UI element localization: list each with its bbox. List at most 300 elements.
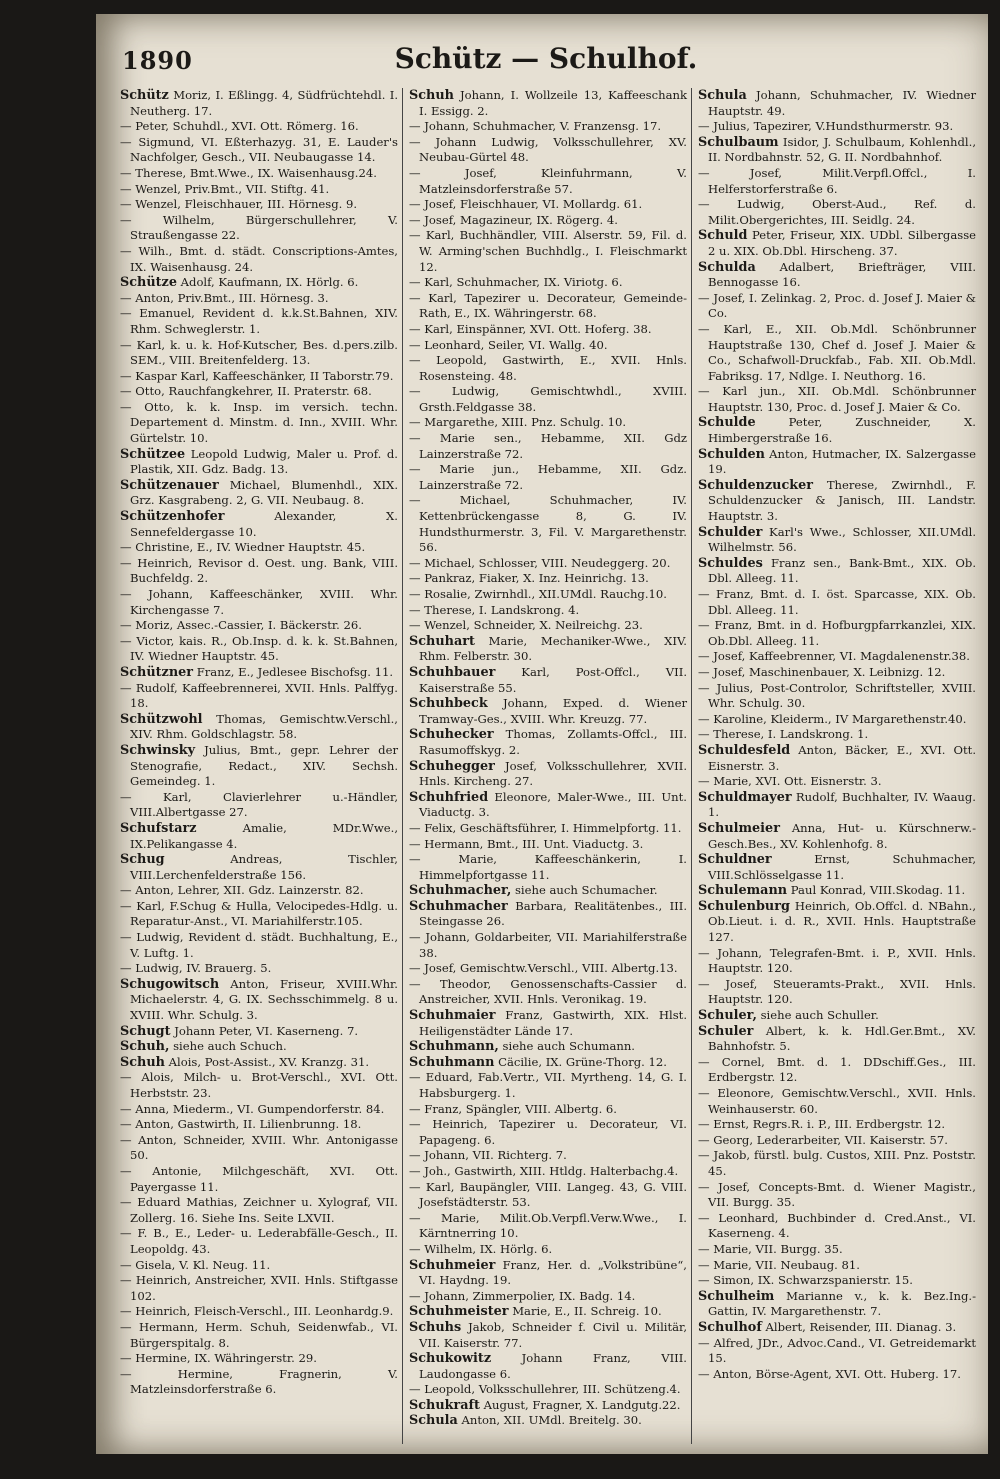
directory-entry bbox=[696, 1086, 976, 1117]
entry-surname: Schuhbeck bbox=[409, 696, 488, 712]
directory-entry bbox=[696, 883, 976, 899]
entry-text: — Ernst, Regrs.R. i. P., III. Erdbergstr. 12. bbox=[698, 1117, 946, 1132]
entry-surname: Schützenauer bbox=[120, 477, 219, 493]
entry-text: Peter, Zuschneider, X. Himbergerstraße 16. bbox=[708, 415, 976, 446]
entry-text: — Hermine, IX. Währingerstr. 29. bbox=[120, 1351, 317, 1366]
directory-entry bbox=[407, 353, 687, 384]
directory-entry bbox=[118, 681, 398, 712]
entry-text: — Heinrich, Revisor d. Oest. ung. Bank, VIII. Buchfeldg. 2. bbox=[120, 555, 398, 586]
directory-entry bbox=[407, 618, 687, 634]
directory-entry bbox=[407, 213, 687, 229]
directory-entry bbox=[696, 1024, 976, 1055]
entry-text: — Ludwig, Gemischtwhdl., XVIII. Grsth.Feldgasse 38. bbox=[409, 384, 687, 414]
directory-entry bbox=[118, 1055, 398, 1071]
entry-text: Franz, Her. d. „Volkstribüne“, VI. Haydng. 19. bbox=[419, 1257, 687, 1288]
entry-text: — Wilh., Bmt. d. städt. Conscriptions-Amtes, IX. Waisenhausg. 24. bbox=[120, 243, 398, 274]
entry-surname: Schufstarz bbox=[120, 820, 197, 836]
entry-text: — Anton, Lehrer, XII. Gdz. Lainzerstr. 82. bbox=[120, 883, 364, 898]
entry-text: Franz sen., Bank-Bmt., XIX. Ob. Dbl. Alleeg. 11. bbox=[708, 555, 977, 586]
directory-entry bbox=[696, 852, 976, 883]
entry-text: — Karl, E., XII. Ob.Mdl. Schönbrunner Hauptstraße 130, Chef d. Josef J. Maier & Co., Schafwoll-Druckfab., Fab. XII. Ob.Mdl. Fabriksg. 17, Ndlge. I. Neuthorg. 16. bbox=[698, 321, 976, 383]
entry-text: siehe auch Schumacher. bbox=[514, 883, 658, 898]
entry-text: Anton, Friseur, XVIII.Whr. Michaelerstr. 4, G. IX. Sechsschimmelg. 8 u. XVIII. Whr. Schulg. 3. bbox=[130, 976, 398, 1023]
entry-text: Anna, Hut- u. Kürschnerw.-Gesch.Bes., XV. Kohlenhofg. 8. bbox=[708, 820, 976, 851]
entry-text: — Hermann, Herm. Schuh, Seidenwfab., VI. Bürgerspitalg. 8. bbox=[120, 1319, 398, 1350]
directory-entry bbox=[407, 665, 687, 696]
directory-entry bbox=[696, 712, 976, 728]
directory-entry bbox=[407, 1351, 687, 1382]
directory-entry bbox=[118, 306, 398, 337]
entry-text: — Christine, E., IV. Wiedner Hauptstr. 45. bbox=[120, 540, 366, 555]
entry-text: — Eduard Mathias, Zeichner u. Xylograf, VII. Zollerg. 16. Siehe Ins. Seite LXVII. bbox=[120, 1195, 398, 1225]
entry-text: — Josef, Fleischhauer, VI. Mollardg. 61. bbox=[409, 197, 643, 212]
directory-entry bbox=[118, 1320, 398, 1351]
directory-entry bbox=[696, 556, 976, 587]
entry-text: — Pankraz, Fiaker, X. Inz. Heinrichg. 13. bbox=[409, 571, 649, 586]
directory-entry bbox=[118, 135, 398, 166]
directory-entry bbox=[118, 1039, 398, 1055]
directory-entry bbox=[407, 197, 687, 213]
directory-entry bbox=[696, 322, 976, 384]
entry-text: siehe auch Schuch. bbox=[173, 1039, 287, 1054]
entry-text: — Kaspar Karl, Kaffeeschänker, II Taborstr.79. bbox=[120, 368, 394, 383]
entry-text: — Anton, Priv.Bmt., III. Hörnesg. 3. bbox=[120, 290, 329, 305]
entry-text: — Georg, Lederarbeiter, VII. Kaiserstr. 57. bbox=[698, 1132, 948, 1147]
entry-surname: Schuhfried bbox=[409, 789, 489, 805]
directory-entry bbox=[407, 837, 687, 853]
entry-text: Michael, Blumenhdl., XIX. Grz. Kasgrabeng. 2, G. VII. Neubaug. 8. bbox=[130, 477, 398, 508]
entry-text: Anton, XII. UMdl. Breitelg. 30. bbox=[461, 1413, 642, 1428]
entry-surname: Schuhmann, bbox=[409, 1039, 499, 1055]
directory-entry bbox=[407, 338, 687, 354]
directory-entry bbox=[118, 712, 398, 743]
entry-text: Peter, Friseur, XIX. UDbl. Silbergasse 2 u. XIX. Ob.Dbl. Hirscheng. 37. bbox=[708, 228, 977, 258]
entry-text: Barbara, Realitätenbes., III. Steingasse 26. bbox=[419, 898, 688, 929]
entry-text: — Sigmund, VI. Eßterhazyg. 31, E. Lauder's Nachfolger, Gesch., VII. Neubaugasse 14. bbox=[120, 134, 398, 165]
entry-text: Johann Peter, VI. Kaserneng. 7. bbox=[174, 1023, 359, 1038]
directory-entry bbox=[407, 759, 687, 790]
entry-text: — Josef, Kaffeebrenner, VI. Magdalenenstr.38. bbox=[698, 649, 970, 664]
entry-text: — Jakob, fürstl. bulg. Custos, XIII. Pnz. Poststr. 45. bbox=[698, 1148, 976, 1178]
entry-surname: Schuldesfeld bbox=[698, 742, 791, 758]
entry-surname: Schuhs bbox=[409, 1319, 462, 1335]
entry-text: — Wilhelm, IX. Hörlg. 6. bbox=[409, 1241, 553, 1256]
directory-entry bbox=[696, 587, 976, 618]
entry-text: Karl, Post-Offcl., VII. Kaiserstraße 55. bbox=[419, 664, 688, 695]
page-header bbox=[116, 42, 976, 78]
directory-page bbox=[96, 14, 988, 1454]
entry-text: — Marie, Kaffeeschänkerin, I. Himmelpfortgasse 11. bbox=[409, 852, 687, 882]
directory-entry bbox=[407, 228, 687, 275]
directory-entry bbox=[407, 322, 687, 338]
entry-text: — Karl, F.Schug & Hulla, Velocipedes-Hdlg. u. Reparatur-Anst., VI. Mariahilferstr.105. bbox=[120, 898, 398, 929]
directory-entry bbox=[118, 556, 398, 587]
directory-entry bbox=[118, 338, 398, 369]
directory-entry bbox=[696, 1242, 976, 1258]
directory-entry bbox=[407, 587, 687, 603]
entry-text: August, Fragner, X. Landgutg.22. bbox=[483, 1397, 681, 1412]
entry-text: Marie, Mechaniker-Wwe., XIV. Rhm. Felberstr. 30. bbox=[419, 633, 687, 664]
entry-text: — Karl, Tapezirer u. Decorateur, Gemeinde-Rath, E., IX. Währingerstr. 68. bbox=[409, 290, 687, 321]
entry-surname: Schuldmayer bbox=[698, 789, 792, 805]
entry-text: — Heinrich, Fleisch-Verschl., III. Leonhardg.9. bbox=[120, 1304, 394, 1319]
directory-entry bbox=[407, 1180, 687, 1211]
entry-text: — Marie jun., Hebamme, XII. Gdz. Lainzerstraße 72. bbox=[409, 462, 687, 492]
directory-entry bbox=[696, 1008, 976, 1024]
directory-entry bbox=[118, 883, 398, 899]
entry-text: — Felix, Geschäftsführer, I. Himmelpfortg. 11. bbox=[409, 820, 682, 835]
directory-entry bbox=[696, 743, 976, 774]
entry-text: — Wenzel, Priv.Bmt., VII. Stiftg. 41. bbox=[120, 181, 330, 196]
entry-surname: Schützwohl bbox=[120, 711, 203, 727]
entry-text: — Heinrich, Tapezirer u. Decorateur, VI. Papageng. 6. bbox=[409, 1117, 687, 1147]
directory-entry bbox=[407, 1211, 687, 1242]
entry-text: — Karl, Baupängler, VIII. Langeg. 43, G. VIII. Josefstädterstr. 53. bbox=[409, 1179, 687, 1210]
column-1 bbox=[118, 88, 402, 1444]
entry-surname: Schuhbauer bbox=[409, 664, 496, 680]
directory-entry bbox=[696, 821, 976, 852]
directory-entry bbox=[407, 603, 687, 619]
directory-entry bbox=[118, 119, 398, 135]
entry-text: Franz, Gastwirth, XIX. Hlst. Heiligenstädter Lände 17. bbox=[419, 1008, 687, 1038]
entry-surname: Schula bbox=[409, 1413, 458, 1429]
entry-text: — Leopold, Volksschullehrer, III. Schützeng.4. bbox=[409, 1382, 681, 1397]
entry-text: Thomas, Gemischtw.Verschl., XIV. Rhm. Goldschlagstr. 58. bbox=[130, 711, 398, 742]
entry-surname: Schugt bbox=[120, 1023, 171, 1039]
directory-entry bbox=[407, 821, 687, 837]
directory-entry bbox=[407, 415, 687, 431]
directory-entry bbox=[118, 1102, 398, 1118]
column-3 bbox=[691, 88, 980, 1444]
directory-entry bbox=[118, 1351, 398, 1367]
entry-surname: Schütze bbox=[120, 275, 177, 291]
entry-text: — Ludwig, IV. Brauerg. 5. bbox=[120, 961, 272, 976]
directory-entry bbox=[407, 1164, 687, 1180]
directory-entry bbox=[407, 727, 687, 758]
directory-entry bbox=[407, 634, 687, 665]
entry-surname: Schuld bbox=[698, 228, 748, 244]
entry-text: — Karoline, Kleiderm., IV Margarethenstr.40. bbox=[698, 711, 967, 726]
entry-text: — F. B., E., Leder- u. Lederabfälle-Gesch., II. Leopoldg. 43. bbox=[120, 1226, 398, 1256]
entry-text: — Michael, Schuhmacher, IV. Kettenbrückengasse 8, G. IV. Hundsthurmerstr. 3, Fil. V. Margarethenstr. 56. bbox=[409, 493, 687, 555]
entry-surname: Schützner bbox=[120, 664, 194, 680]
directory-entry bbox=[118, 587, 398, 618]
entry-text: — Karl, Clavierlehrer u.-Händler, VIII.Albertgasse 27. bbox=[120, 789, 398, 820]
entry-text: Johann, Schuhmacher, IV. Wiedner Hauptstr. 49. bbox=[708, 88, 976, 118]
directory-entry bbox=[118, 1258, 398, 1274]
entry-surname: Schuldes bbox=[698, 555, 763, 571]
entry-surname: Schuh, bbox=[120, 1039, 170, 1055]
entry-text: Anton, Hutmacher, IX. Salzergasse 19. bbox=[708, 446, 976, 477]
entry-text: Isidor, J. Schulbaum, Kohlenhdl., II. Nordbahnstr. 52, G. II. Nordbahnhof. bbox=[708, 134, 977, 165]
directory-entry bbox=[407, 1008, 687, 1039]
entry-surname: Schulmeier bbox=[698, 820, 780, 836]
directory-entry bbox=[696, 415, 976, 446]
entry-surname: Schütz bbox=[120, 88, 169, 103]
entry-text: — Karl, Schuhmacher, IX. Viriotg. 6. bbox=[409, 275, 623, 290]
directory-entry bbox=[696, 649, 976, 665]
entry-text: Paul Konrad, VIII.Skodag. 11. bbox=[790, 883, 966, 898]
directory-entry bbox=[118, 977, 398, 1024]
entry-text: Alexander, X. Sennefeldergasse 10. bbox=[130, 509, 398, 539]
entry-surname: Schuhmacher, bbox=[409, 883, 512, 899]
entry-text: — Leonhard, Buchbinder d. Cred.Anst., VI. Kaserneng. 4. bbox=[698, 1210, 976, 1241]
entry-text: — Gisela, V. Kl. Neug. 11. bbox=[120, 1257, 271, 1272]
entry-text: Therese, Zwirnhdl., F. Schuldenzucker & Janisch, III. Landstr. Hauptstr. 3. bbox=[708, 477, 976, 524]
entry-text: — Rudolf, Kaffeebrennerei, XVII. Hnls. Palffyg. 18. bbox=[120, 680, 398, 711]
entry-surname: Schuhart bbox=[409, 633, 475, 649]
directory-entry bbox=[118, 618, 398, 634]
entry-text: Amalie, MDr.Wwe., IX.Pelikangasse 4. bbox=[130, 820, 399, 851]
entry-text: — Hermann, Bmt., III. Unt. Viaductg. 3. bbox=[409, 836, 644, 851]
directory-entry bbox=[118, 1117, 398, 1133]
entry-text: — Otto, k. k. Insp. im versich. techn. Departement d. Minstm. d. Inn., XVIII. Whr. Gürtelstr. 10. bbox=[120, 399, 398, 446]
directory-entry bbox=[407, 1055, 687, 1071]
directory-entry bbox=[696, 1258, 976, 1274]
entry-text: — Peter, Schuhdl., XVI. Ott. Römerg. 16. bbox=[120, 119, 359, 134]
entry-surname: Schuhecker bbox=[409, 727, 494, 743]
directory-entry bbox=[407, 1320, 687, 1351]
entry-text: — Alois, Milch- u. Brot-Verschl., XVI. Ott. Herbststr. 23. bbox=[120, 1070, 398, 1100]
running-head: Schütz — Schulhof. bbox=[394, 42, 698, 75]
directory-entry bbox=[696, 384, 976, 415]
entry-surname: Schuhmaier bbox=[409, 1008, 496, 1024]
directory-entry bbox=[118, 400, 398, 447]
entry-surname: Schugowitsch bbox=[120, 976, 220, 992]
entry-text: — Victor, kais. R., Ob.Insp. d. k. k. St.Bahnen, IV. Wiedner Hauptstr. 45. bbox=[120, 633, 398, 664]
directory-entry bbox=[407, 883, 687, 899]
entry-text: — Anton, Gastwirth, II. Lilienbrunng. 18. bbox=[120, 1117, 362, 1132]
entry-surname: Schulhof bbox=[698, 1319, 762, 1335]
directory-entry bbox=[696, 681, 976, 712]
entry-text: Heinrich, Ob.Offcl. d. NBahn., Ob.Lieut. i. d. R., XVII. Hnls. Hauptstraße 127. bbox=[708, 898, 977, 945]
directory-entry bbox=[696, 774, 976, 790]
entry-text: — Johann, Kaffeeschänker, XVIII. Whr. Kirchengasse 7. bbox=[120, 587, 398, 617]
directory-entry bbox=[696, 1133, 976, 1149]
directory-entry bbox=[118, 1226, 398, 1257]
directory-entry bbox=[407, 275, 687, 291]
entry-text: — Theodor, Genossenschafts-Cassier d. Anstreicher, XVII. Hnls. Veronikag. 19. bbox=[409, 976, 687, 1007]
directory-entry bbox=[696, 291, 976, 322]
entry-surname: Schulden bbox=[698, 446, 765, 462]
directory-entry bbox=[407, 1148, 687, 1164]
directory-entry bbox=[118, 213, 398, 244]
directory-entry bbox=[407, 961, 687, 977]
directory-entry bbox=[696, 1148, 976, 1179]
entry-surname: Schulde bbox=[698, 415, 756, 431]
entry-surname: Schuhegger bbox=[409, 758, 495, 774]
entry-text: — Josef, Magazineur, IX. Rögerg. 4. bbox=[409, 212, 618, 227]
directory-entry bbox=[407, 977, 687, 1008]
directory-entry bbox=[696, 1117, 976, 1133]
entry-text: Anton, Bäcker, E., XVI. Ott. Eisnerstr. 3. bbox=[708, 742, 977, 773]
directory-entry bbox=[696, 946, 976, 977]
directory-entry bbox=[407, 384, 687, 415]
entry-surname: Schuhmeister bbox=[409, 1304, 509, 1320]
directory-entry bbox=[118, 852, 398, 883]
entry-text: — Otto, Rauchfangkehrer, II. Praterstr. 68. bbox=[120, 384, 372, 399]
entry-surname: Schulenburg bbox=[698, 898, 790, 914]
entry-text: Ernst, Schuhmacher, VIII.Schlösselgasse 11. bbox=[708, 852, 977, 882]
entry-text: Albert, Reisender, III. Dianag. 3. bbox=[765, 1319, 957, 1334]
entry-text: Marianne v., k. k. Bez.Ing.-Gattin, IV. Margarethenstr. 7. bbox=[708, 1288, 977, 1319]
entry-surname: Schuh bbox=[409, 88, 454, 103]
entry-text: — Wilhelm, Bürgerschullehrer, V. Straußengasse 22. bbox=[120, 212, 398, 243]
entry-text: Andreas, Tischler, VIII.Lerchenfelderstraße 156. bbox=[130, 852, 398, 882]
entry-text: — Margarethe, XIII. Pnz. Schulg. 10. bbox=[409, 415, 627, 430]
directory-entry bbox=[696, 478, 976, 525]
entry-text: — Michael, Schlosser, VIII. Neudeggerg. 20. bbox=[409, 555, 671, 570]
entry-text: — Josef, I. Zelinkag. 2, Proc. d. Josef J. Maier & Co. bbox=[698, 290, 976, 321]
directory-entry bbox=[118, 1367, 398, 1398]
directory-entry bbox=[118, 384, 398, 400]
entry-surname: Schuler, bbox=[698, 1008, 757, 1024]
directory-entry bbox=[407, 291, 687, 322]
entry-text: — Cornel, Bmt. d. 1. DDschiff.Ges., III. Erdbergstr. 12. bbox=[698, 1054, 976, 1085]
directory-entry bbox=[696, 1289, 976, 1320]
directory-entry bbox=[407, 1070, 687, 1101]
entry-surname: Schützenhofer bbox=[120, 509, 225, 525]
directory-entry bbox=[407, 1102, 687, 1118]
entry-text: — Antonie, Milchgeschäft, XVI. Ott. Payergasse 11. bbox=[120, 1163, 398, 1194]
entry-text: — Josef, Maschinenbauer, X. Leibnizg. 12. bbox=[698, 664, 946, 679]
directory-entry bbox=[118, 821, 398, 852]
entry-text: — Eleonore, Gemischtw.Verschl., XVII. Hnls. Weinhauserstr. 60. bbox=[698, 1086, 976, 1116]
directory-entry bbox=[118, 930, 398, 961]
directory-entry bbox=[407, 1039, 687, 1055]
entry-text: — Marie, VII. Neubaug. 81. bbox=[698, 1257, 860, 1272]
directory-entry bbox=[118, 447, 398, 478]
directory-entry bbox=[696, 197, 976, 228]
directory-entry bbox=[118, 1273, 398, 1304]
entry-text: — Johann, VII. Richterg. 7. bbox=[409, 1148, 567, 1163]
directory-entry bbox=[407, 119, 687, 135]
directory-entry bbox=[118, 244, 398, 275]
entry-text: Thomas, Zollamts-Offcl., III. Rasumoffskyg. 2. bbox=[419, 727, 688, 757]
directory-entry bbox=[696, 1273, 976, 1289]
directory-entry bbox=[118, 1070, 398, 1101]
directory-entry bbox=[407, 899, 687, 930]
entry-text: Adalbert, Briefträger, VIII. Bennogasse 16. bbox=[708, 259, 977, 290]
entry-text: — Rosalie, Zwirnhdl., XII.UMdl. Rauchg.10. bbox=[409, 587, 667, 601]
entry-text: — Wenzel, Fleischhauer, III. Hörnesg. 9. bbox=[120, 197, 358, 212]
directory-entry bbox=[696, 228, 976, 259]
entry-text: — Anton, Schneider, XVIII. Whr. Antonigasse 50. bbox=[120, 1132, 398, 1163]
directory-entry bbox=[118, 1304, 398, 1320]
directory-entry bbox=[696, 525, 976, 556]
directory-entry bbox=[696, 1180, 976, 1211]
directory-entry bbox=[407, 88, 687, 119]
entry-text: Julius, Bmt., gepr. Lehrer der Stenografie, Redact., XIV. Sechsh. Gemeindeg. 1. bbox=[130, 742, 399, 789]
directory-entry bbox=[696, 790, 976, 821]
entry-text: Rudolf, Buchhalter, IV. Waaug. 1. bbox=[708, 789, 976, 820]
entry-text: — Franz, Bmt. d. I. öst. Sparcasse, XIX. Ob. Dbl. Alleeg. 11. bbox=[698, 587, 976, 617]
directory-entry bbox=[118, 509, 398, 540]
directory-entry bbox=[407, 1413, 687, 1429]
entry-text: — Josef, Milit.Verpfl.Offcl., I. Helferstorferstraße 6. bbox=[698, 165, 976, 196]
directory-entry bbox=[118, 478, 398, 509]
directory-entry bbox=[118, 88, 398, 119]
entry-text: — Alfred, JDr., Advoc.Cand., VI. Getreidemarkt 15. bbox=[698, 1335, 976, 1366]
entry-text: siehe auch Schuller. bbox=[760, 1008, 879, 1023]
entry-text: — Leonhard, Seiler, VI. Wallg. 40. bbox=[409, 337, 608, 352]
directory-entry bbox=[407, 462, 687, 493]
directory-entry bbox=[118, 1195, 398, 1226]
directory-entry bbox=[407, 556, 687, 572]
entry-surname: Schuh bbox=[120, 1054, 165, 1070]
entry-text: — Hermine, Fragnerin, V. Matzleinsdorferstraße 6. bbox=[120, 1366, 398, 1397]
entry-text: — Marie, XVI. Ott. Eisnerstr. 3. bbox=[698, 774, 882, 789]
entry-text: Adolf, Kaufmann, IX. Hörlg. 6. bbox=[180, 275, 359, 290]
directory-entry bbox=[118, 961, 398, 977]
entry-text: — Marie, Milit.Ob.Verpfl.Verw.Wwe., I. Kärntnerring 10. bbox=[409, 1210, 687, 1241]
directory-entry bbox=[407, 431, 687, 462]
entry-text: — Karl, Einspänner, XVI. Ott. Hoferg. 38. bbox=[409, 321, 652, 336]
entry-text: — Karl, k. u. k. Hof-Kutscher, Bes. d.pers.zilb. SEM., VIII. Breitenfelderg. 13. bbox=[120, 337, 398, 368]
entry-text: — Franz, Spängler, VIII. Albertg. 6. bbox=[409, 1101, 617, 1116]
entry-text: — Josef, Gemischtw.Verschl., VIII. Albertg.13. bbox=[409, 961, 678, 976]
entry-surname: Schulbaum bbox=[698, 134, 779, 150]
directory-entry bbox=[696, 447, 976, 478]
directory-entry bbox=[696, 1211, 976, 1242]
entry-text: — Simon, IX. Schwarzspanierstr. 15. bbox=[698, 1273, 913, 1288]
directory-entry bbox=[118, 899, 398, 930]
entry-text: — Josef, Kleinfuhrmann, V. Matzleinsdorferstraße 57. bbox=[409, 165, 687, 196]
entry-surname: Schukowitz bbox=[409, 1351, 492, 1367]
directory-entry bbox=[407, 1304, 687, 1320]
directory-entry bbox=[118, 1164, 398, 1195]
directory-entry bbox=[696, 1336, 976, 1367]
directory-entry bbox=[118, 1024, 398, 1040]
entry-text: — Johann, Zimmerpolier, IX. Badg. 14. bbox=[409, 1288, 636, 1303]
directory-entry bbox=[696, 119, 976, 135]
entry-text: — Moriz, Assec.-Cassier, I. Bäckerstr. 26. bbox=[120, 618, 362, 633]
entry-text: Jakob, Schneider f. Civil u. Militär, VII. Kaiserstr. 77. bbox=[419, 1319, 688, 1350]
entry-text: — Marie sen., Hebamme, XII. Gdz Lainzerstraße 72. bbox=[409, 431, 687, 461]
entry-surname: Schulda bbox=[698, 259, 756, 275]
directory-entry bbox=[407, 930, 687, 961]
entry-surname: Schukraft bbox=[409, 1397, 480, 1413]
directory-entry bbox=[407, 696, 687, 727]
entry-surname: Schuldenzucker bbox=[698, 477, 814, 493]
directory-entry bbox=[118, 540, 398, 556]
entry-text: — Josef, Steueramts-Prakt., XVII. Hnls. Hauptstr. 120. bbox=[698, 976, 976, 1007]
column-2 bbox=[402, 88, 691, 1444]
entry-text: — Johann, Telegrafen-Bmt. i. P., XVII. Hnls. Hauptstr. 120. bbox=[698, 945, 976, 976]
entry-surname: Schula bbox=[698, 88, 747, 103]
directory-entry bbox=[118, 166, 398, 182]
directory-entry bbox=[696, 618, 976, 649]
entry-text: Leopold Ludwig, Maler u. Prof. d. Plastik, XII. Gdz. Badg. 13. bbox=[130, 446, 398, 477]
directory-entry bbox=[407, 166, 687, 197]
directory-entry bbox=[696, 166, 976, 197]
entry-text: — Ludwig, Oberst-Aud., Ref. d. Milit.Obergerichtes, III. Seidlg. 24. bbox=[698, 197, 976, 227]
entry-text: Karl's Wwe., Schlosser, XII.UMdl. Wilhelmstr. 56. bbox=[708, 524, 977, 555]
entry-surname: Schuler bbox=[698, 1023, 754, 1039]
entry-text: — Eduard, Fab.Vertr., VII. Myrtheng. 14, G. I. Habsburgerg. 1. bbox=[409, 1070, 687, 1100]
entry-text: — Ludwig, Revident d. städt. Buchhaltung, E., V. Luftg. 1. bbox=[120, 930, 398, 960]
entry-text: — Leopold, Gastwirth, E., XVII. Hnls. Rosensteing. 48. bbox=[409, 353, 687, 383]
entry-text: — Anton, Börse-Agent, XVI. Ott. Huberg. 17. bbox=[698, 1366, 961, 1381]
directory-entry bbox=[407, 1398, 687, 1414]
directory-entry bbox=[407, 790, 687, 821]
directory-entry bbox=[118, 665, 398, 681]
entry-text: — Therese, I. Landskrong. 4. bbox=[409, 602, 580, 617]
entry-text: — Anna, Miederm., VI. Gumpendorferstr. 84. bbox=[120, 1101, 385, 1116]
entry-text: — Josef, Concepts-Bmt. d. Wiener Magistr., VII. Burgg. 35. bbox=[698, 1179, 976, 1210]
entry-text: — Karl, Buchhändler, VIII. Alserstr. 59, Fil. d. W. Arming'schen Buchhdlg., I. Fleischmarkt 12. bbox=[409, 228, 687, 274]
directory-entry bbox=[118, 1133, 398, 1164]
